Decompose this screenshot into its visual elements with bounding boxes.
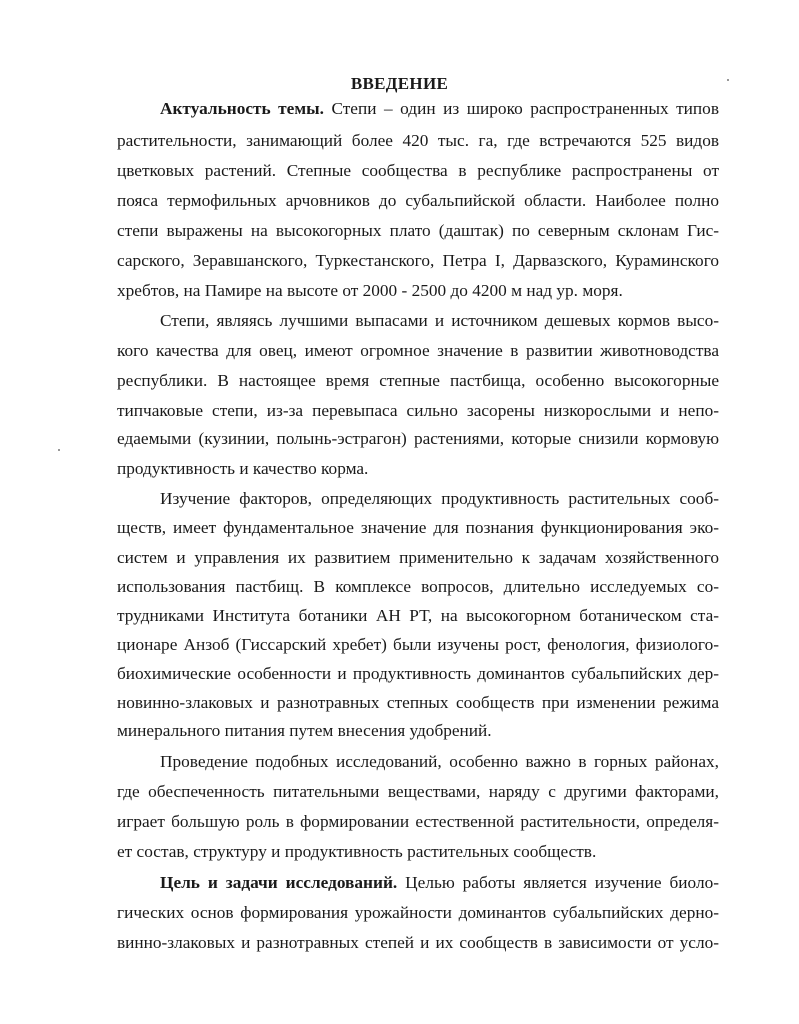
paragraph-3-line-5: трудниками Института ботаники АН РТ, на высокогорном ботаническом ста- <box>117 606 719 625</box>
paragraph-3-line-7: биохимические особенности и продуктивность доминантов субальпийских дер- <box>117 664 719 683</box>
paragraph-4-line-1: Проведение подобных исследований, особенно важно в горных районах, <box>160 752 719 771</box>
paragraph-1-line-5: степи выражены на высокогорных плато (даштак) по северным склонам Гис- <box>117 221 719 240</box>
paragraph-1-line-2: растительности, занимающий более 420 тыс. га, где встречаются 525 видов <box>117 131 719 150</box>
paragraph-5-line-3: винно-злаковых и разнотравных степей и их сообществ в зависимости от усло- <box>117 933 719 952</box>
scan-speck <box>727 79 729 81</box>
paragraph-5-lead: Цель и задачи исследований. <box>160 873 398 892</box>
paragraph-1-text: Степи – один из широко распространенных типов <box>323 99 719 118</box>
paragraph-5-text: Целью работы является изучение биоло- <box>397 873 719 892</box>
paragraph-5-line-2: гических основ формирования урожайности доминантов субальпийских дерно- <box>117 903 719 922</box>
paragraph-3-line-4: использования пастбищ. В комплексе вопросов, длительно исследуемых со- <box>117 577 719 596</box>
section-heading: ВВЕДЕНИЕ <box>350 74 449 93</box>
paragraph-5-line-1 <box>160 872 719 894</box>
paragraph-1-line-6: сарского, Зеравшанского, Туркестанского, Петра I, Дарвазского, Кураминского <box>117 251 719 270</box>
paragraph-1-line-4: пояса термофильных арчовников до субальпийской области. Наиболее полно <box>117 191 719 210</box>
paragraph-3-line-2: ществ, имеет фундаментальное значение для познания функционирования эко- <box>117 518 719 537</box>
paragraph-2-line-3: республики. В настоящее время степные пастбища, особенно высокогорные <box>117 371 719 390</box>
paragraph-1-line-3: цветковых растений. Степные сообщества в республике распространены от <box>117 161 719 180</box>
paragraph-2-line-2: кого качества для овец, имеют огромное значение в развитии животноводства <box>117 341 719 360</box>
paragraph-1-lead: Актуальность темы. <box>160 99 324 118</box>
paragraph-1-line-1 <box>160 98 719 120</box>
paragraph-2-line-4: типчаковые степи, из-за перевыпаса сильно засорены низкорослыми и непо- <box>117 401 719 420</box>
paragraph-4-line-4: ет состав, структуру и продуктивность растительных сообществ. <box>117 842 597 861</box>
paragraph-4-line-3: играет большую роль в формировании естественной растительности, определя- <box>117 812 719 831</box>
paragraph-2-line-6: продуктивность и качество корма. <box>117 459 369 478</box>
paragraph-2-line-1: Степи, являясь лучшими выпасами и источником дешевых кормов высо- <box>160 311 719 330</box>
paragraph-2-line-5: едаемыми (кузинии, полынь-эстрагон) растениями, которые снизили кормовую <box>117 429 719 448</box>
paragraph-3-line-3: систем и управления их развитием применительно к задачам хозяйственного <box>117 548 719 567</box>
paragraph-3-line-8: новинно-злаковых и разнотравных степных сообществ при изменении режима <box>117 693 719 712</box>
paragraph-3-line-6: ционаре Анзоб (Гиссарский хребет) были изучены рост, фенология, физиолого- <box>117 635 719 654</box>
paragraph-4-line-2: где обеспеченность питательными веществами, наряду с другими факторами, <box>117 782 719 801</box>
scan-speck <box>58 449 60 451</box>
paragraph-3-line-9: минерального питания путем внесения удобрений. <box>117 721 492 740</box>
paragraph-1-line-7: хребтов, на Памире на высоте от 2000 - 2500 до 4200 м над ур. моря. <box>117 281 623 300</box>
paragraph-3-line-1: Изучение факторов, определяющих продуктивность растительных сооб- <box>160 489 719 508</box>
